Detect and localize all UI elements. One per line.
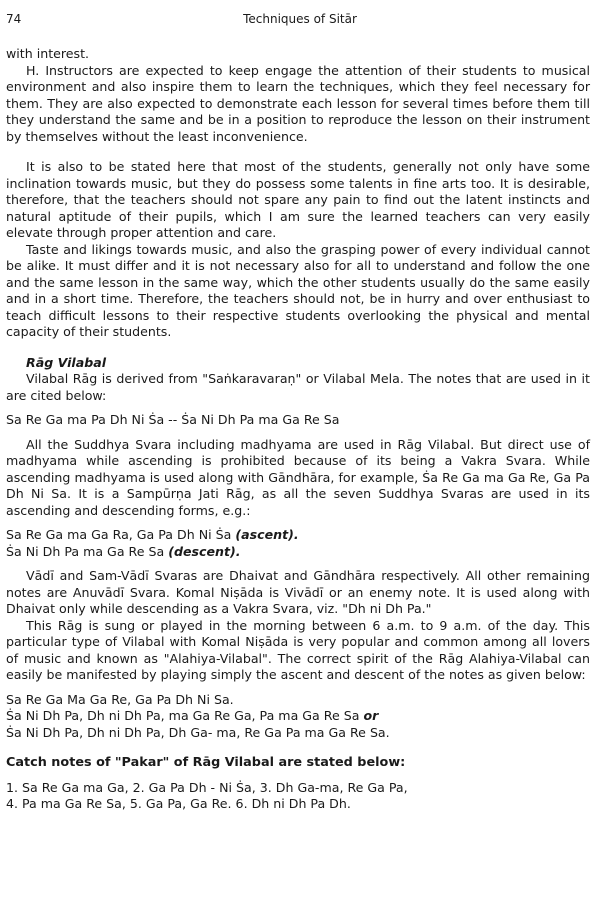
- ascent-notes: Sa Re Ga ma Ga Ra, Ga Pa Dh Ni Ṡa: [6, 527, 232, 542]
- page-number: 74: [6, 12, 22, 26]
- alahiya-line-2: [6, 708, 590, 725]
- ascent-line: [6, 527, 590, 544]
- descent-line: [6, 544, 590, 561]
- paragraph-continuation: with interest.: [6, 46, 90, 61]
- paragraph-students-talents: It is also to be stated here that most of the students, generally not only have some inclination towards music, but they do possess some talents in fine arts too. It is desirable, therefore, that the teachers should not spare any pain to find out the latent instincts and natural aptitude of their pupils, which I am sure the learned teachers can very easily elevate through proper attention and care.: [6, 159, 590, 240]
- alahiya-line-2-notes: Ṡa Ni Dh Pa, Dh ni Dh Pa, ma Ga Re Ga, Pa ma Ga Re Sa: [6, 708, 360, 723]
- page-body: [6, 46, 590, 813]
- running-title: Techniques of Sitār: [243, 12, 357, 26]
- paragraph-taste: Taste and likings towards music, and also the grasping power of every individual cannot be alike. It must differ and it is not necessary also for all to understand and follow the one and the same lesson in the same way, which the other students usually do the same easily and in a short time. Therefore, the teachers should not, be in hurry and over enthusiast to teach difficult lessons to their respective students overlooking the physical and mental capacity of their students.: [6, 241, 590, 339]
- ascent-label: (ascent).: [235, 527, 299, 542]
- catch-notes-heading: Catch notes of "Pakar" of Rāg Vilabal are stated below:: [6, 755, 406, 770]
- section-heading: Rāg Vilabal: [26, 354, 107, 370]
- alahiya-line-1: Sa Re Ga Ma Ga Re, Ga Pa Dh Ni Sa.: [6, 691, 234, 707]
- scale-notes: Sa Re Ga ma Pa Dh Ni Ṡa -- Ṡa Ni Dh Pa ma Ga Re Sa: [6, 412, 340, 427]
- catch-notes-line-2: 4. Pa ma Ga Re Sa, 5. Ga Pa, Ga Re. 6. Dh ni Dh Pa Dh.: [6, 796, 351, 811]
- paragraph-vilabal-intro: Vilabal Rāg is derived from "Saṅkaravaraṇ" or Vilabal Mela. The notes that are used in it are cited below:: [6, 371, 590, 403]
- paragraph-vadi: Vādī and Sam-Vādī Svaras are Dhaivat and Gāndhāra respectively. All other remaining notes are Anuvādī Svara. Komal Niṣāda is Vivādī or an enemy note. It is used along with Dhaivat only while descending as a Vakra Svara, viz. "Dh ni Dh Pa.": [6, 568, 590, 616]
- alahiya-or: or: [363, 708, 379, 723]
- paragraph-rag-time: This Rāg is sung or played in the morning between 6 a.m. to 9 a.m. of the day. This particular type of Vilabal with Komal Niṣāda is very popular and common among all lovers of music and known as "Alahiya-Vilabal". The correct spirit of the Rāg Alahiya-Vilabal can easily be manifested by playing simply the ascent and descent of the notes as given below:: [6, 617, 590, 682]
- catch-notes-line-1: 1. Sa Re Ga ma Ga, 2. Ga Pa Dh - Ni Ṡa, 3. Dh Ga-ma, Re Ga Pa,: [6, 779, 408, 795]
- descent-label: (descent).: [168, 543, 241, 559]
- paragraph-instructors: H. Instructors are expected to keep engage the attention of their students to musical environment and also inspire them to learn the techniques, which they feel necessary for them. They are also expected to demonstrate each lesson for several times before them till they understand the same and be in a position to reproduce the lesson on their instrument by themselves without the least inconvenience.: [6, 62, 590, 144]
- descent-notes: Ṡa Ni Dh Pa ma Ga Re Sa: [6, 543, 165, 559]
- page-header: [0, 12, 600, 32]
- alahiya-line-3: Ṡa Ni Dh Pa, Dh ni Dh Pa, Dh Ga- ma, Re Ga Pa ma Ga Re Sa.: [6, 724, 390, 740]
- paragraph-suddhya: All the Suddhya Svara including madhyama are used in Rāg Vilabal. But direct use of madhyama while ascending is prohibited because of its being a Vakra Svara. While ascending madhyama is used along with Gāndhāra, for example, Ṡa Re Ga ma Ga Re, Ga Pa Dh Ni Sa. It is a Sampūrṇa Jati Rāg, as all the seven Suddhya Svaras are used in its ascending and descending forms, e.g.:: [6, 436, 590, 518]
